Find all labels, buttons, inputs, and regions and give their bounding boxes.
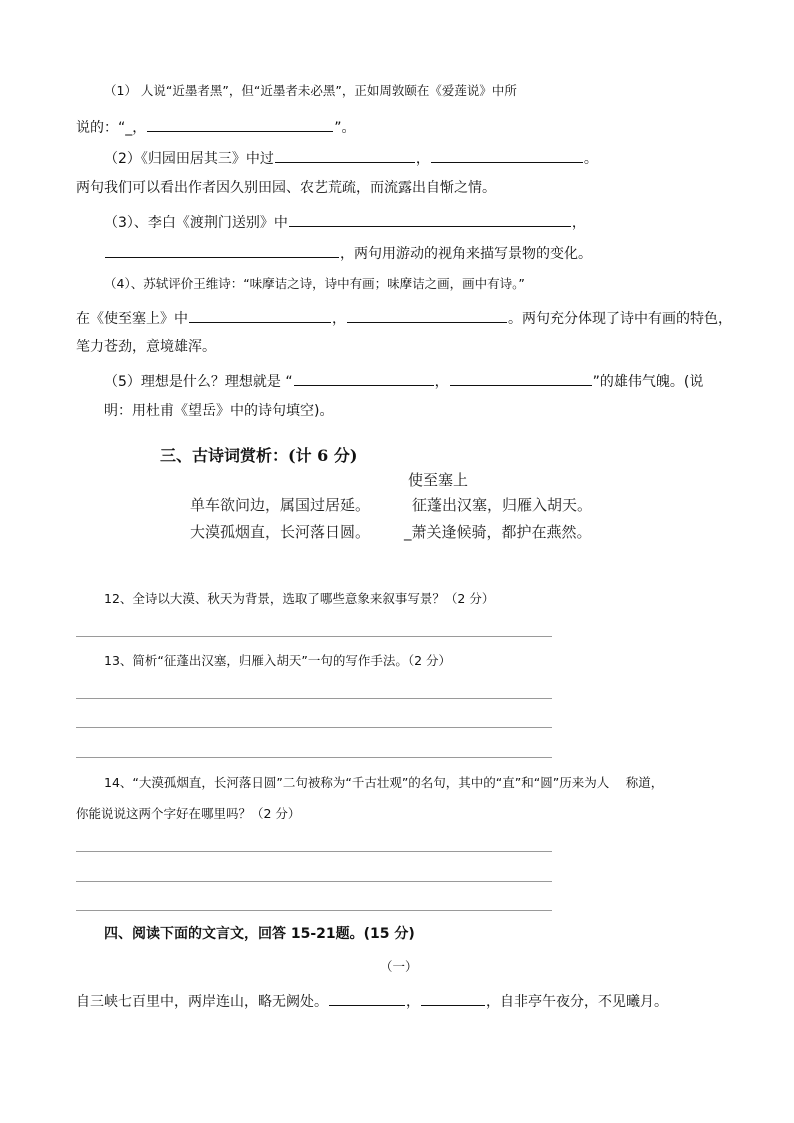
q1-prefix: 说的：“_，: [76, 120, 147, 136]
q5-line1: [104, 370, 703, 391]
section4-suffix: ，自非亭午夜分，不见曦月。: [486, 994, 668, 1010]
q13-answer-line-2[interactable]: [76, 727, 552, 728]
q12-text: 12、全诗以大漠、秋天为背景，选取了哪些意象来叙事写景？（2 分）: [104, 591, 495, 606]
poem-line-1: 单车欲问边，属国过居延。: [190, 496, 371, 514]
q4-suffix: 。两句充分体现了诗中有画的特色，: [508, 311, 732, 327]
q13-answer-line-1[interactable]: [76, 698, 552, 699]
section4-heading: 四、阅读下面的文言文，回答 15-21题。(15 分): [104, 926, 415, 942]
q4-line2: [76, 307, 732, 328]
q4-blank-2[interactable]: [347, 307, 507, 323]
q3-prefix: （3）、李白《渡荆门送别》中: [104, 215, 288, 231]
q4-prefix: 在《使至塞上》中: [76, 311, 188, 327]
q2-prefix: （2）《归园田居其三》中过: [104, 151, 274, 167]
section4-prefix: 自三峡七百里中，两岸连山，略无阙处。: [76, 994, 328, 1010]
poem-line-4: _萧关逢候骑，都护在燕然。: [404, 523, 592, 541]
q1-blank[interactable]: [147, 116, 333, 132]
q3-line2-suffix: ，两句用游动的视角来描写景物的变化。: [340, 246, 592, 262]
q2-line2: 两句我们可以看出作者因久别田园、农艺荒疏，而流露出自惭之情。: [76, 180, 496, 196]
q3-blank-2[interactable]: [105, 242, 339, 258]
poem-title: 使至塞上: [408, 471, 469, 489]
q5-line2: 明：用杜甫《望岳》中的诗句填空)。: [104, 403, 334, 419]
section4-mid: ，: [406, 994, 420, 1010]
q5-mid: ，: [434, 374, 449, 390]
q14-line1: 14、“大漠孤烟直，长河落日圆”二句被称为“千古壮观”的名句，其中的“直”和“圆”历来为人 称道，: [104, 775, 664, 790]
q2-blank-1[interactable]: [275, 147, 415, 163]
q5-suffix: ”的雄伟气魄。(说: [592, 374, 704, 390]
q3-blank-1[interactable]: [289, 211, 571, 227]
q5-blank-1[interactable]: [294, 370, 434, 386]
q2-blank-2[interactable]: [431, 147, 583, 163]
q2-line1: [104, 147, 598, 168]
section4-subheading: （一）: [380, 959, 418, 974]
q14-answer-line-3[interactable]: [76, 910, 552, 911]
section4-blank-2[interactable]: [421, 990, 485, 1006]
poem-line-2: 征蓬出汉塞，归雁入胡天。: [412, 496, 593, 514]
q3-line1: [104, 211, 586, 232]
q3-line2: [104, 242, 592, 263]
q5-blank-2[interactable]: [450, 370, 592, 386]
section4-blank-1[interactable]: [329, 990, 405, 1006]
poem-line-3: 大漠孤烟直，长河落日圆。: [190, 523, 371, 541]
q2-mid: ，: [415, 151, 430, 167]
q12-answer-line[interactable]: [76, 636, 552, 637]
q5-prefix: （5）理想是什么？理想就是 “: [104, 374, 293, 390]
q2-suffix: 。: [583, 151, 598, 167]
q1-line1: （1） 人说“近墨者黑”，但“近墨者未必黑”，正如周敦颐在《爱莲说》中所: [104, 83, 517, 98]
section3-heading: 三、古诗词赏析：(计 6 分): [160, 446, 358, 465]
q13-answer-line-3[interactable]: [76, 757, 552, 758]
q14-answer-line-2[interactable]: [76, 881, 552, 882]
q4-line3: 笔力苍劲，意境雄浑。: [76, 339, 216, 355]
q13-text: 13、简析“征蓬出汉塞，归雁入胡天”一句的写作手法。（2 分）: [104, 653, 452, 668]
section4-line1: [76, 990, 668, 1011]
q1-line2: [76, 116, 356, 137]
q14-line2: 你能说说这两个字好在哪里吗？（2 分）: [76, 806, 301, 821]
q4-line1: （4）、苏轼评价王维诗：“味摩诘之诗，诗中有画；味摩诘之画，画中有诗。”: [104, 276, 525, 291]
q3-suffix: ，: [571, 215, 586, 231]
q4-mid: ，: [332, 311, 346, 327]
q4-blank-1[interactable]: [189, 307, 331, 323]
q1-suffix: ”。: [334, 120, 356, 136]
q14-answer-line-1[interactable]: [76, 851, 552, 852]
